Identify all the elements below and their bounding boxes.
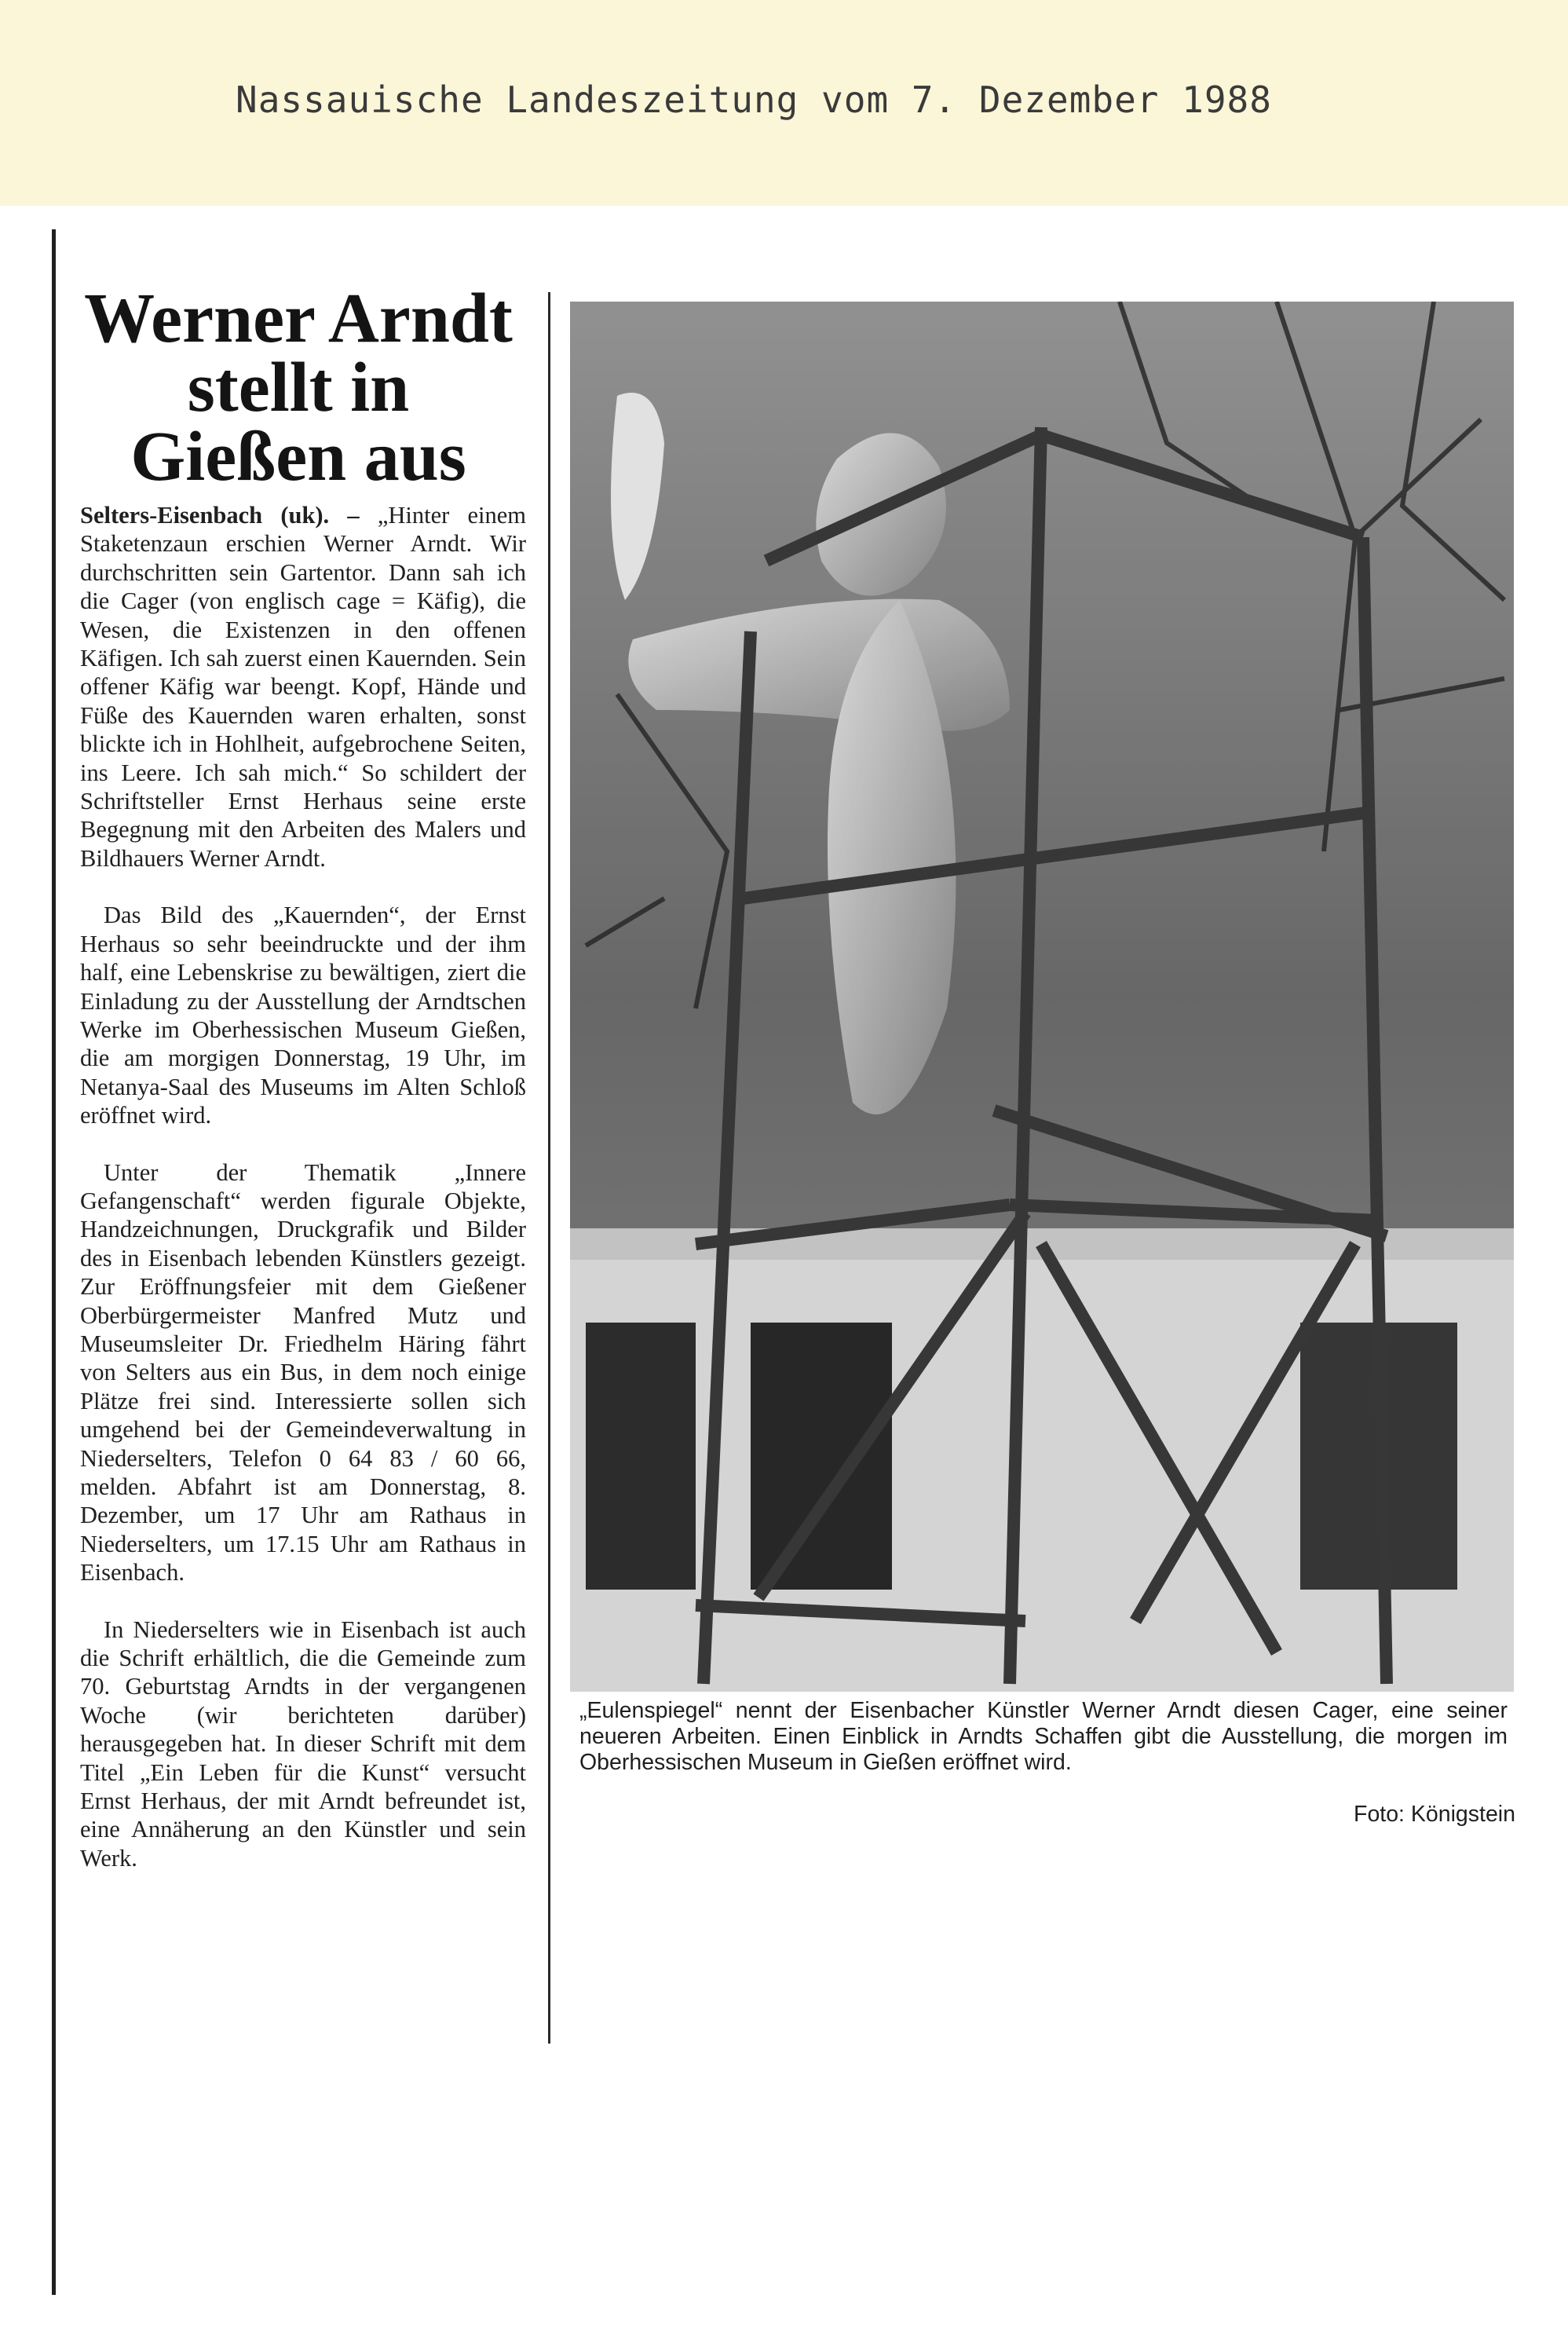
dateline: Selters-Eisenbach (uk). – xyxy=(80,502,360,529)
headline-line-2: stellt in xyxy=(187,349,410,426)
paragraph-4: In Niederselters wie in Eisenbach ist auch die Schrift erhältlich, die die Gemeinde zum 70. Geburtstag Arndts in der vergangenen Woche (wir berichteten darüber) herausgegeben hat. In dieser Schrift mit dem Titel „Ein Leben für die Kunst“ versucht Ernst Herhaus, der mit Arndt befreundet ist, eine Annäherung an den Künstler und sein Werk. xyxy=(80,1616,526,1872)
clipping-header-strip xyxy=(0,0,1568,206)
photo-caption: „Eulenspiegel“ nennt der Eisenbacher Künstler Werner Arndt diesen Cager, eine seiner neueren Arbeiten. Einen Einblick in Arndts Schaffen gibt die Ausstellung, die morgen im Oberhessischen Museum in Gießen eröffnet wird. xyxy=(579,1698,1508,1775)
paragraph-2: Das Bild des „Kauernden“, der Ernst Herhaus so sehr beeindruckte und der ihm half, eine Lebenskrise zu bewältigen, ziert die Einladung zu der Ausstellung der Arndtschen Werke im Oberhessischen Museum Gießen, die am morgigen Donnerstag, 19 Uhr, im Netanya-Saal des Museums im Alten Schloß eröffnet wird. xyxy=(80,902,526,1129)
column-divider xyxy=(548,292,550,2044)
paragraph-1-text: „Hinter einem Staketenzaun erschien Werner Arndt. Wir durchschritten sein Gartentor. Dann sah ich die Cager (von englisch cage = Käfig), die Wesen, die Existenzen in den offenen Käfigen. Ich sah zuerst einen Kauernden. Sein offener Käfig war beengt. Kopf, Hände und Füße des Kauernden waren erhalten, sonst blickte ich in Hohlheit, aufgebrochene Seiten, ins Leere. Ich sah mich.“ So schildert der Schriftsteller Ernst Herhaus seine erste Begegnung mit den Arbeiten des Malers und Bildhauers Werner Arndt. xyxy=(80,502,527,872)
photo-credit: Foto: Königstein xyxy=(1354,1802,1515,1827)
article-body xyxy=(80,501,526,1901)
sculpture-photo-image xyxy=(570,302,1514,1692)
headline-line-1: Werner Arndt xyxy=(84,280,513,357)
paragraph-3: Unter der Thematik „Innere Gefangenschaft“ werden figurale Objekte, Handzeichnungen, Druckgrafik und Bilder des in Eisenbach lebenden Künstlers gezeigt. Zur Eröffnungsfeier mit dem Gießener Oberbürgermeister Manfred Mutz und Museumsleiter Dr. Friedhelm Häring fährt von Selters aus ein Bus, in dem noch einige Plätze frei sind. Interessierte sollen sich umgehend bei der Gemeindeverwaltung in Niederselters, Telefon 0 64 83 / 60 66, melden. Abfahrt ist am Donnerstag, 8. Dezember, um 17 Uhr am Rathaus in Niederselters, um 17.15 Uhr am Rathaus in Eisenbach. xyxy=(80,1158,526,1586)
source-line: Nassauische Landeszeitung vom 7. Dezember 1988 xyxy=(236,79,1272,121)
sculpture-photo xyxy=(570,302,1514,1692)
left-column-rule xyxy=(52,229,56,2295)
headline xyxy=(63,280,534,496)
headline-line-3: Gießen aus xyxy=(130,418,466,496)
paragraph-1 xyxy=(80,501,526,873)
